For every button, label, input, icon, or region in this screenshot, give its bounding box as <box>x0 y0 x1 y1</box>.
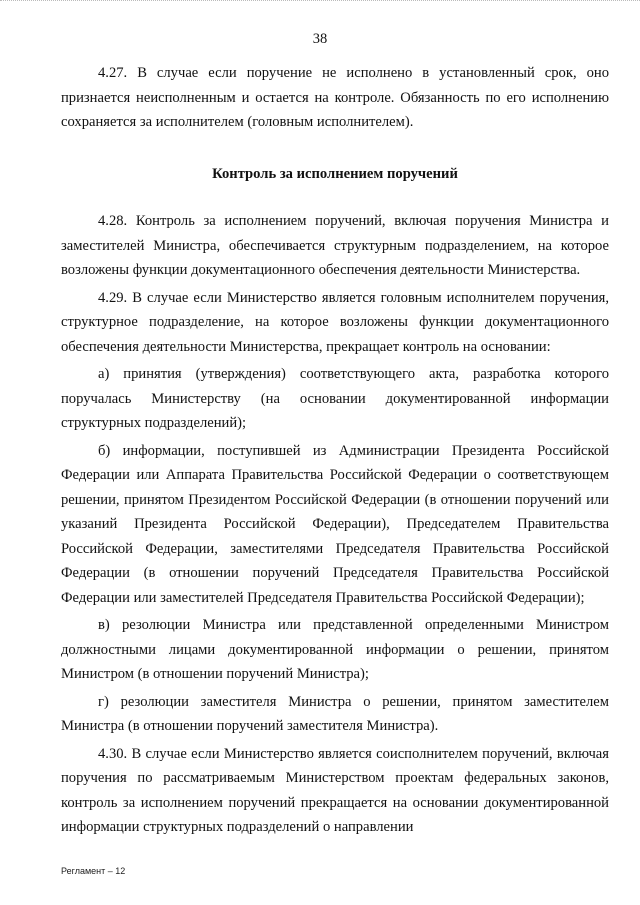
top-edge-dots <box>0 0 640 4</box>
page-number: 38 <box>312 31 328 47</box>
paragraph-4-27: 4.27. В случае если поручение не исполнено в установленный срок, оно признается неисполненным и остается на контроле. Обязанность по его исполнению сохраняется за исполнителем (головным исполнителем). <box>61 65 609 130</box>
section-heading: Контроль за исполнением поручений <box>212 165 458 182</box>
paragraph-4-30: 4.30. В случае если Министерство является соисполнителем поручений, включая поручения по рассматриваемым Министерством проектам федеральных законов, контроль за исполнением поручений прекращается на основании документированной информации структурных подразделений о направлении <box>61 745 609 835</box>
page-content <box>61 61 609 840</box>
list-item-v: в) резолюции Министра или представленной определенными Министром должностными лицами документированной информации о решении, принятом Министром (в отношении поручений Министра); <box>61 617 609 682</box>
paragraph-4-28: 4.28. Контроль за исполнением поручений, включая поручения Министра и заместителей Министра, обеспечивается структурным подразделением, на которое возложены функции документационного обеспечения деятельности Министерства. <box>61 213 609 278</box>
list-item-a: а) принятия (утверждения) соответствующего акта, разработка которого поручалась Министерству (на основании документированной информации структурных подразделений); <box>61 366 609 431</box>
list-item-b: б) информации, поступившей из Администрации Президента Российской Федерации или Аппарата Правительства Российской Федерации о соответствующем решении, принятом Президентом Российской Федерации (в отношении поручений или указаний Президента Российской Федерации), Председателем Правительства Российской Федерации, заместителями Председателя Правительства Российской Федерации (в отношении поручений Председателя Правительства Российской Федерации или заместителей Председателя Правительства Российской Федерации); <box>61 442 609 606</box>
paragraph-4-29: 4.29. В случае если Министерство является головным исполнителем поручения, структурное подразделение, на которое возложены функции документационного обеспечения деятельности Министерства, прекращает контроль на основании: <box>61 289 609 355</box>
list-item-g: г) резолюции заместителя Министра о решении, принятом заместителем Министра (в отношении поручений заместителя Министра). <box>61 693 609 734</box>
page-footer: Регламент – 12 <box>61 866 126 876</box>
